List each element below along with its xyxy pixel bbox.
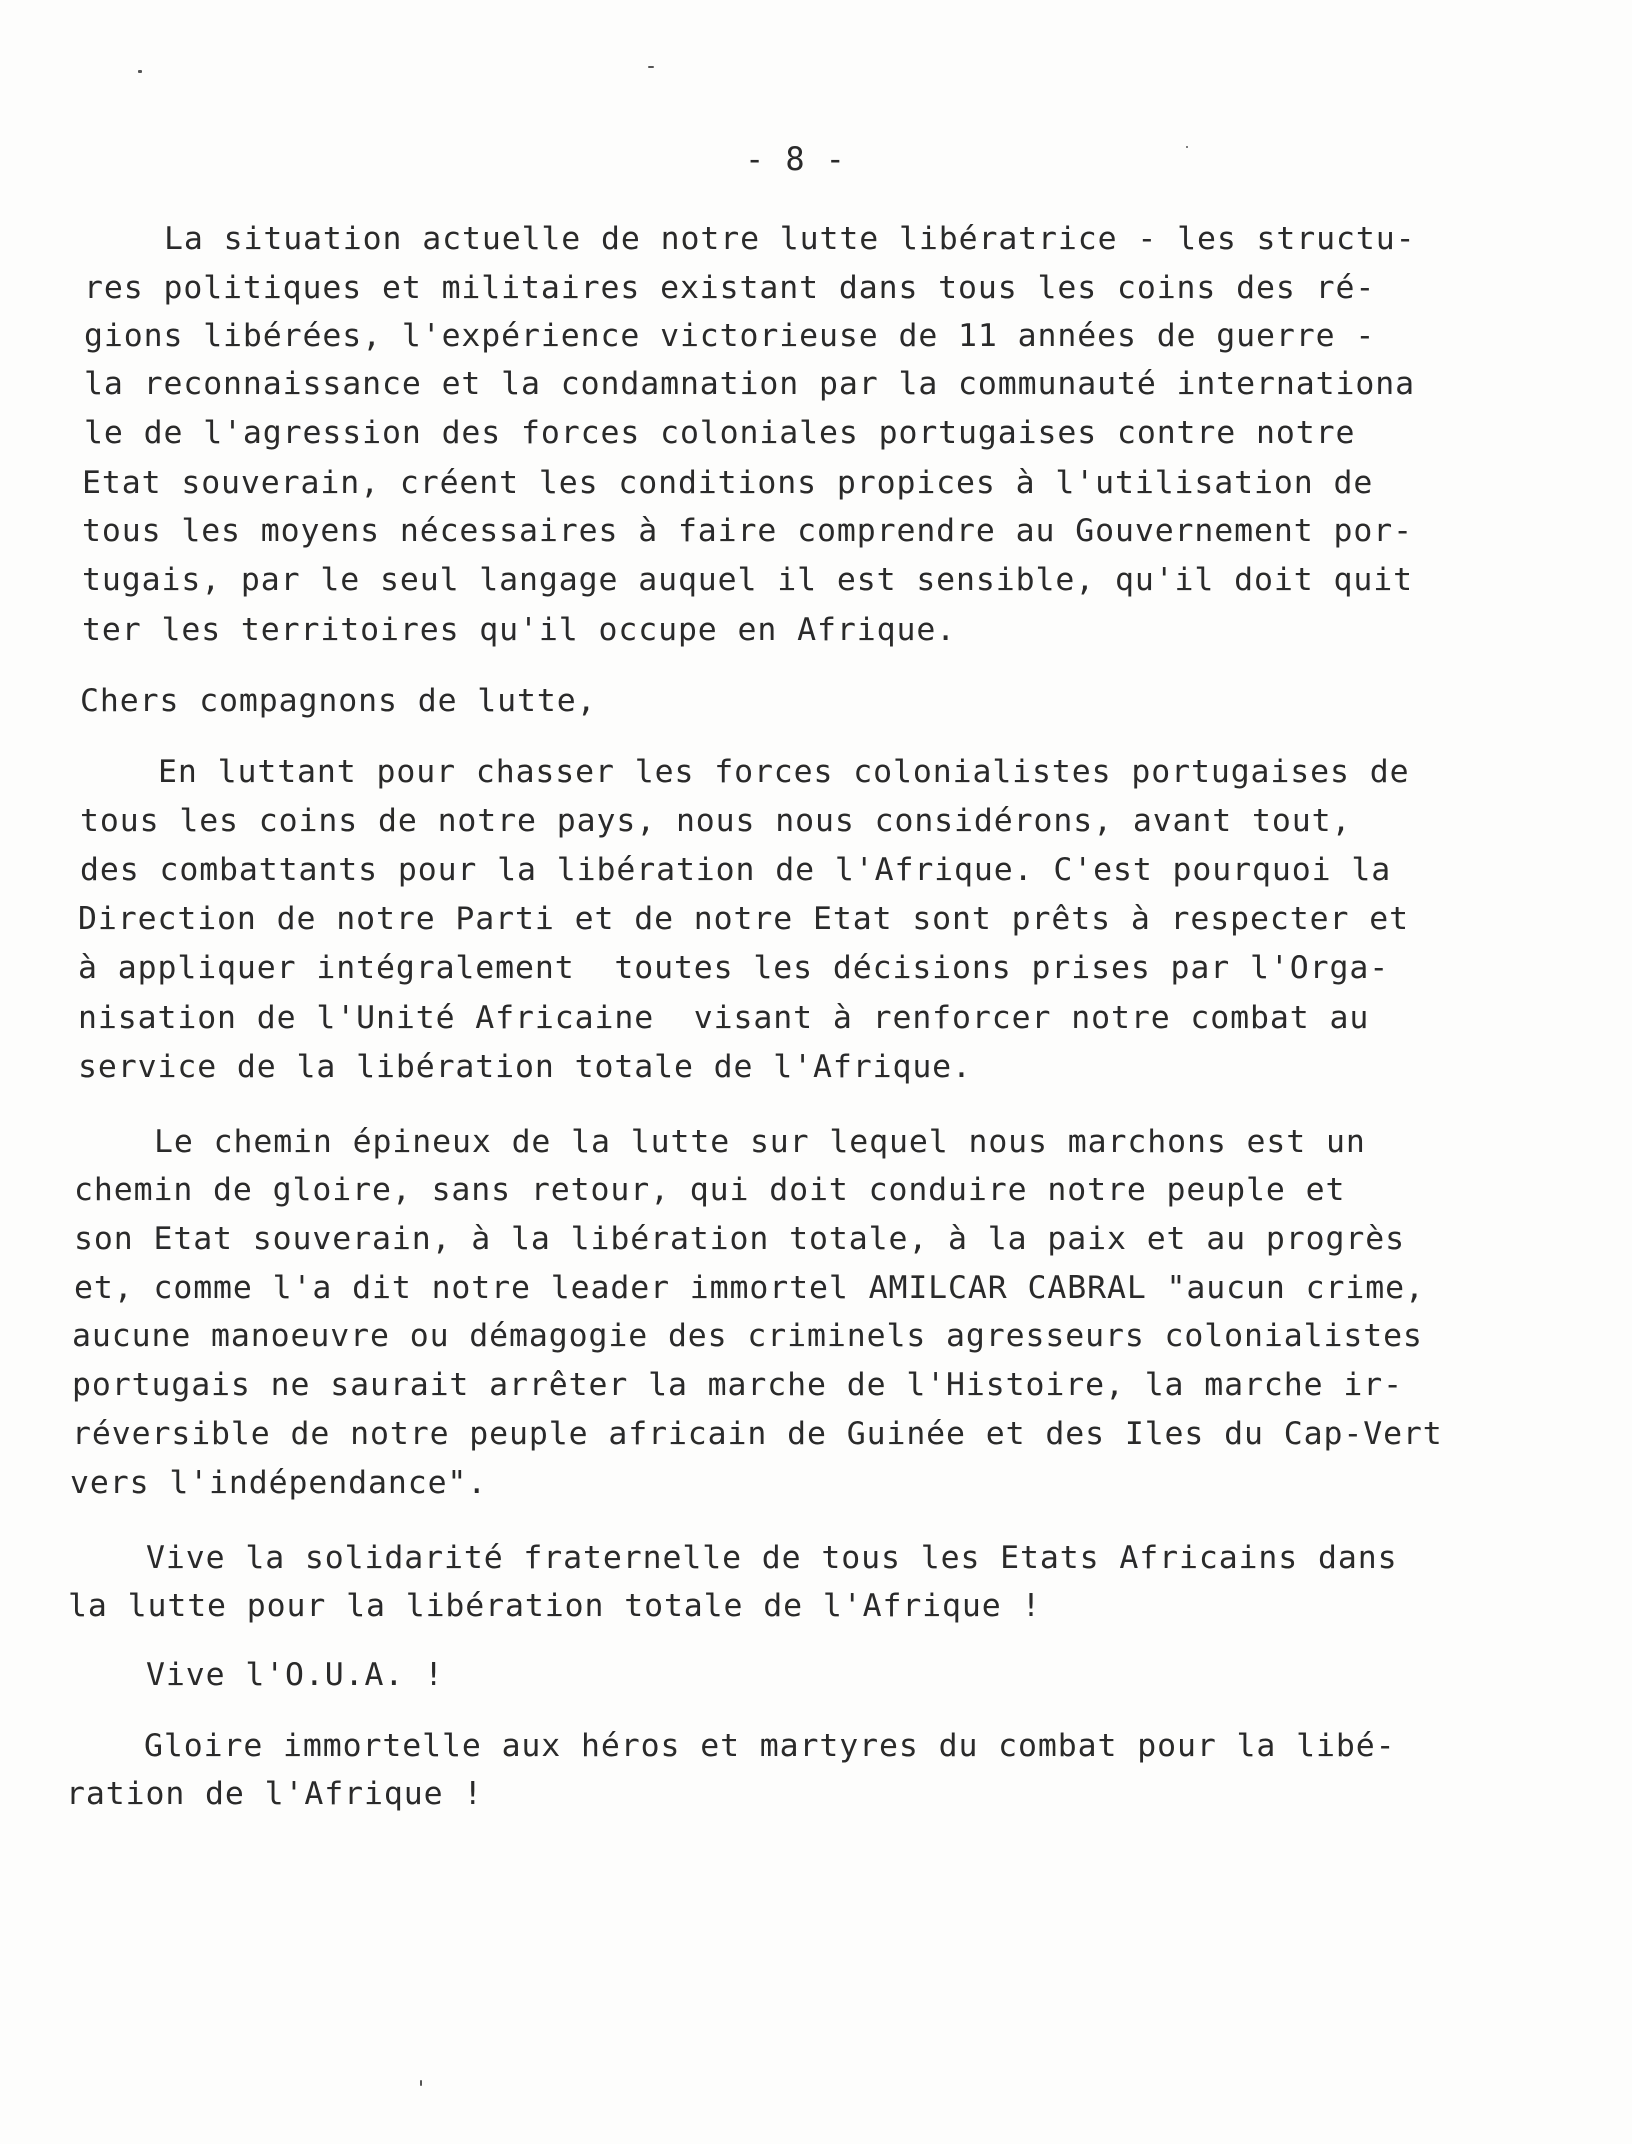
paragraph-1-line-7: tous les moyens nécessaires à faire comprendre au Gouvernement por- bbox=[82, 513, 1413, 549]
paragraph-3-line-2: tous les coins de notre pays, nous nous considérons, avant tout, bbox=[80, 803, 1352, 839]
paragraph-7-line-2: ration de l'Afrique ! bbox=[66, 1776, 484, 1812]
paper-speck bbox=[648, 66, 654, 68]
paragraph-4-line-2: chemin de gloire, sans retour, qui doit conduire notre peuple et bbox=[74, 1172, 1346, 1208]
paragraph-1-line-3: gions libérées, l'expérience victorieuse de 11 années de guerre - bbox=[84, 318, 1376, 354]
paragraph-1-line-9: ter les territoires qu'il occupe en Afrique. bbox=[82, 612, 957, 648]
paragraph-1-line-1: La situation actuelle de notre lutte libératrice - les structu- bbox=[164, 221, 1416, 257]
paragraph-1-line-5: le de l'agression des forces coloniales portugaises contre notre bbox=[84, 415, 1356, 451]
paragraph-1-line-2: res politiques et militaires existant dans tous les coins des ré- bbox=[84, 270, 1376, 306]
paragraph-4-line-1: Le chemin épineux de la lutte sur lequel nous marchons est un bbox=[154, 1124, 1366, 1160]
paper-speck bbox=[1186, 146, 1188, 148]
paragraph-4-line-5: aucune manoeuvre ou démagogie des criminels agresseurs colonialistes bbox=[72, 1318, 1423, 1354]
paragraph-1-line-8: tugais, par le seul langage auquel il est sensible, qu'il doit quit bbox=[82, 562, 1413, 598]
paragraph-6-line-1: Vive l'O.U.A. ! bbox=[146, 1657, 444, 1693]
paragraph-4-line-4: et, comme l'a dit notre leader immortel AMILCAR CABRAL "aucun crime, bbox=[74, 1270, 1425, 1306]
paragraph-1-line-6: Etat souverain, créent les conditions propices à l'utilisation de bbox=[82, 465, 1374, 501]
paper-speck bbox=[420, 2080, 422, 2086]
salutation: Chers compagnons de lutte, bbox=[80, 683, 597, 719]
paragraph-4-line-6: portugais ne saurait arrêter la marche de l'Histoire, la marche ir- bbox=[72, 1367, 1403, 1403]
paragraph-3-line-1: En luttant pour chasser les forces colonialistes portugaises de bbox=[158, 754, 1410, 790]
paragraph-3-line-6: nisation de l'Unité Africaine visant à renforcer notre combat au bbox=[78, 1000, 1370, 1036]
paragraph-3-line-7: service de la libération totale de l'Afrique. bbox=[78, 1049, 972, 1085]
paragraph-4-line-3: son Etat souverain, à la libération totale, à la paix et au progrès bbox=[74, 1221, 1405, 1257]
paragraph-7-line-1: Gloire immortelle aux héros et martyres du combat pour la libé- bbox=[144, 1728, 1396, 1764]
paragraph-4-line-7: réversible de notre peuple africain de Guinée et des Iles du Cap-Vert bbox=[72, 1416, 1443, 1452]
paragraph-4-line-8: vers l'indépendance". bbox=[70, 1465, 488, 1501]
paragraph-5-line-2: la lutte pour la libération totale de l'Afrique ! bbox=[68, 1588, 1042, 1624]
paragraph-3-line-3: des combattants pour la libération de l'Afrique. C'est pourquoi la bbox=[80, 852, 1392, 888]
paragraph-5-line-1: Vive la solidarité fraternelle de tous les Etats Africains dans bbox=[146, 1540, 1398, 1576]
paragraph-1-line-4: la reconnaissance et la condamnation par la communauté internationa bbox=[84, 366, 1415, 402]
paragraph-3-line-4: Direction de notre Parti et de notre Etat sont prêts à respecter et bbox=[78, 901, 1409, 937]
paragraph-3-line-5: à appliquer intégralement toutes les décisions prises par l'Orga- bbox=[78, 950, 1390, 986]
paper-speck bbox=[138, 70, 142, 73]
page-number: - 8 - bbox=[745, 140, 846, 178]
